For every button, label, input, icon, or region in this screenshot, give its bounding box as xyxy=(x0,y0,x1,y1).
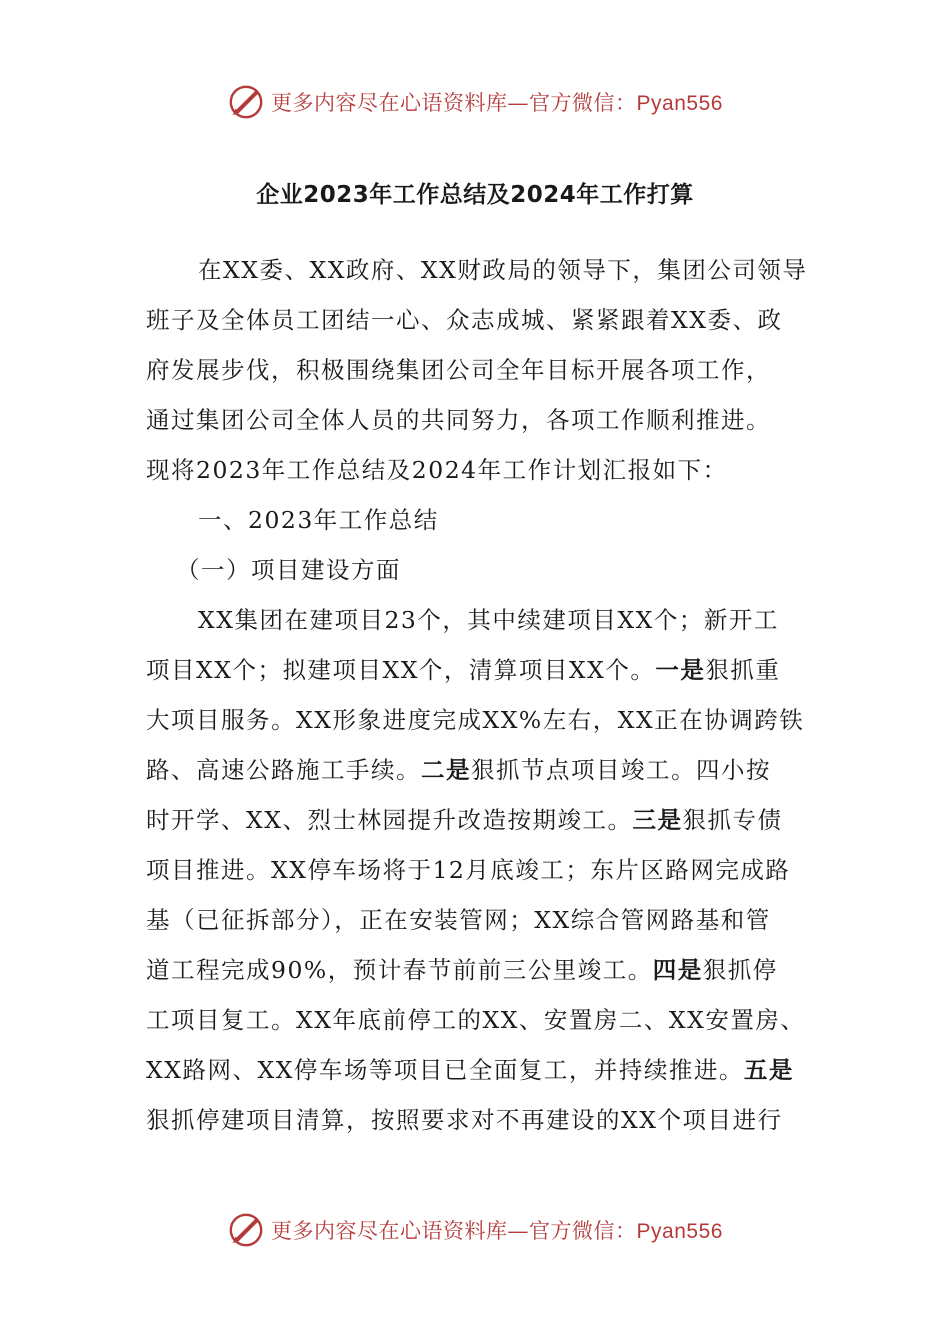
watermark-text: 更多内容尽在心语资料库—官方微信：Pyan556 xyxy=(271,1219,723,1243)
pen-logo-icon xyxy=(227,1211,265,1249)
bold-lead: 五是 xyxy=(743,1056,794,1084)
paragraph-line: 工项目复工。XX年底前停工的XX、安置房二、XX安置房、 xyxy=(146,1006,806,1034)
paragraph-line: 项目推进。XX停车场将于12月底竣工；东片区路网完成路 xyxy=(146,856,791,884)
paragraph-line: 时开学、XX、烈士林园提升改造按期竣工。三是狠抓专债 xyxy=(146,806,783,834)
paragraph-line: XX路网、XX停车场等项目已全面复工，并持续推进。五是 xyxy=(146,1056,794,1084)
paragraph-line: 大项目服务。XX形象进度完成XX%左右，XX正在协调跨铁 xyxy=(146,706,805,734)
paragraph-line: 府发展步伐，积极围绕集团公司全年目标开展各项工作， xyxy=(146,356,771,384)
paragraph-line: 在XX委、XX政府、XX财政局的领导下，集团公司领导 xyxy=(198,256,808,284)
bold-lead: 二是 xyxy=(421,756,471,784)
bold-lead: 一是 xyxy=(655,656,706,684)
document-body xyxy=(146,250,806,1150)
bold-lead: 三是 xyxy=(632,806,683,834)
bold-lead: 四是 xyxy=(652,956,703,984)
paragraph-line: XX集团在建项目23个，其中续建项目XX个；新开工 xyxy=(198,606,779,634)
paragraph-line: 现将2023年工作总结及2024年工作计划汇报如下： xyxy=(146,456,728,484)
pen-logo-icon xyxy=(227,83,265,121)
section-heading: 一、2023年工作总结 xyxy=(198,506,439,534)
watermark-banner-bottom xyxy=(0,1208,950,1252)
paragraph-line: 基（已征拆部分），正在安装管网；XX综合管网路基和管 xyxy=(146,906,771,934)
subsection-heading: （一）项目建设方面 xyxy=(176,556,401,584)
paragraph-line: 通过集团公司全体人员的共同努力，各项工作顺利推进。 xyxy=(146,406,771,434)
watermark-text: 更多内容尽在心语资料库—官方微信：Pyan556 xyxy=(271,91,723,115)
paragraph-line: 班子及全体员工团结一心、众志成城、紧紧跟着XX委、政 xyxy=(146,306,783,334)
document-title: 企业2023年工作总结及2024年工作打算 xyxy=(256,182,694,208)
paragraph-line: 道工程完成90%，预计春节前前三公里竣工。四是狠抓停 xyxy=(146,956,778,984)
watermark-banner-top xyxy=(0,80,950,124)
paragraph-line: 路、高速公路施工手续。二是狠抓节点项目竣工。四小按 xyxy=(146,756,771,784)
paragraph-line: 狠抓停建项目清算，按照要求对不再建设的XX个项目进行 xyxy=(146,1106,783,1134)
paragraph-line: 项目XX个；拟建项目XX个，清算项目XX个。一是狠抓重 xyxy=(146,656,781,684)
